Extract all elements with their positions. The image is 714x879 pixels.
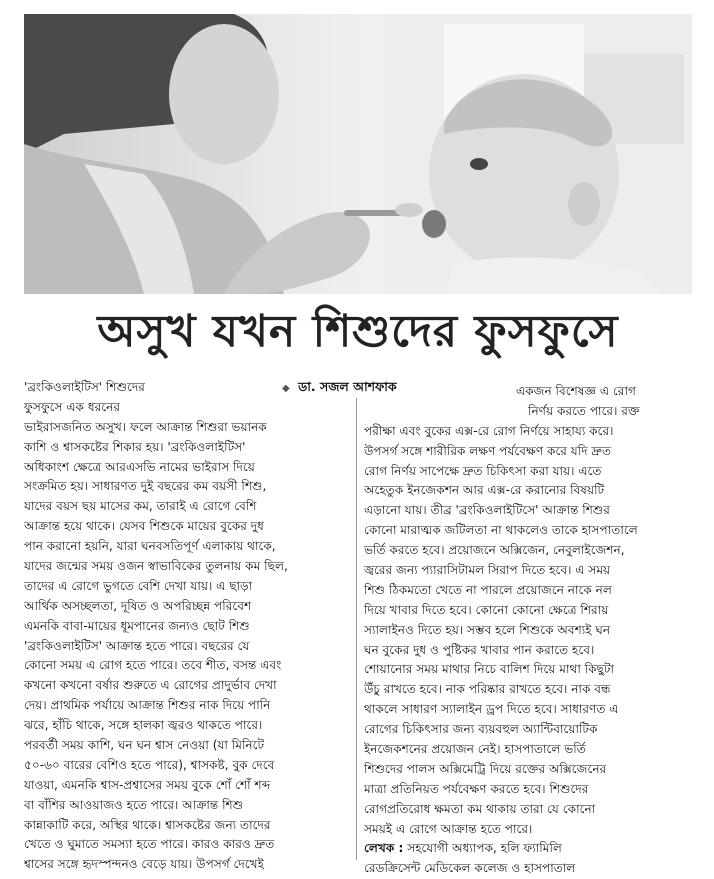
left-line: অধিকাংশ ক্ষেত্রে আরএসভি নামের ভাইরাস দিয়ে [24, 459, 255, 474]
article-headline: অসুখ যখন শিশুদের ফুসফুসে [97, 305, 619, 357]
left-line: বা বাঁশির আওয়াজও হতে পারে। আক্রান্ত শিশু [24, 797, 244, 812]
right-line: উঁচু রাখতে হবে। নাক পরিষ্কার রাখতে হবে। নাক বন্ধ [364, 682, 611, 697]
article-column-left [24, 378, 350, 875]
right-line: উপসর্গ সঙ্গে শারীরিক লক্ষণ পর্যবেক্ষণ করে যদি দ্রুত [364, 443, 612, 458]
left-line: কাশি ও শ্বাসকষ্টের শিকার হয়। 'ব্রংকিওলাইটিস' [24, 439, 246, 454]
left-line: কান্নাকাটি করে, অস্থির থাকে। শ্বাসকষ্টের জন্য তাদের [24, 817, 271, 832]
right-line: অহেতুক ইনজেকশন আর এক্স-রে করানোর বিষয়টি [364, 483, 605, 498]
byline-marker-icon: ◆ [282, 383, 290, 394]
right-line: মাত্রা প্রতিনিয়ত পর্যবেক্ষণ করতে হবে। শিশুদের [364, 781, 589, 796]
right-line: একজন বিশেষজ্ঞ এ রোগ [516, 384, 636, 398]
left-line: শ্বাসের সঙ্গে হৃদস্পন্দনও বেড়ে যায়। উপসর্গ দেখেই [24, 857, 264, 872]
left-line: কোনো সময় এ রোগ হতে পারে। তবে শীত, বসন্ত এবং [24, 658, 282, 673]
right-line: ভর্তি করতে হবে। প্রয়োজনে অক্সিজেন, নেবুলাইজেশন, [364, 543, 625, 558]
author-note-line [364, 839, 694, 859]
left-line: 'ব্রংকিওলাইটিস' শিশুদের [24, 380, 145, 394]
left-line: আর্থিক অসচ্ছলতা, দূষিত ও অপরিচ্ছন্ন পরিবেশ [24, 598, 252, 613]
right-line: শিশু ঠিকমতো খেতে না পারলে প্রয়োজনে নাকে নল [364, 582, 612, 597]
photo-illustration [24, 14, 692, 294]
right-line: শোয়ানোর সময় মাথার নিচে বালিশ দিয়ে মাথা কিছুটা [364, 662, 615, 677]
right-line: শিশুদের পালস অক্সিমেট্রি দিয়ে রক্তের অক্সিজেনের [364, 761, 607, 776]
right-line: রোগের চিকিৎসার জন্য ব্যয়বহুল অ্যান্টিবায়োটিক [364, 722, 598, 737]
article-column-right [364, 382, 694, 879]
right-line: কোনো মারাত্মক জটিলতা না থাকলেও তাকে হাসপাতালে [364, 523, 638, 538]
left-line: সংক্রমিত হয়। সাধারণত দুই বছরের কম বয়সী শিশু, [24, 479, 267, 494]
left-line: যাওয়া, এমনকি শ্বাস-প্রশ্বাসের সময় বুকে শোঁ শোঁ শব্দ [24, 777, 271, 792]
right-line: ইনজেকশনের প্রয়োজন নেই। হাসপাতালে ভর্তি [364, 742, 586, 757]
left-line: যাদের জন্মের সময় ওজন স্বাভাবিকের তুলনায় কম ছিল, [24, 559, 288, 574]
right-line: রোগপ্রতিরোধ ক্ষমতা কম থাকায় তারা যে কোনো [364, 801, 596, 816]
left-line: ৫০-৬০ বারের বেশিও হতে পারে), শ্বাসকষ্ট, বুক দেবে [24, 757, 275, 772]
left-line: এমনকি বাবা-মায়ের ধূমপানের জন্যও ছোট শিশু [24, 618, 250, 633]
right-line: পরীক্ষা এবং বুকের এক্স-রে রোগ নির্ণয়ে সাহায্য করে। [364, 423, 614, 438]
author-note-title: সহযোগী অধ্যাপক, হলি ফ্যামিলি [403, 841, 562, 856]
right-line: দিয়ে খাবার দিতে হবে। কোনো কোনো ক্ষেত্রে শিরায় [364, 602, 609, 617]
author-note-label: লেখক : [364, 841, 404, 856]
left-line: ঝরে, হাঁচি থাকে, সঙ্গে হালকা জ্বরও থাকতে পারে। [24, 718, 263, 733]
right-line: থাকলে সাধারণ স্যালাইন ড্রপ দিতে হবে। সাধারণত এ [364, 702, 619, 717]
right-line: ঘন বুকের দুধ ও পুষ্টিকর খাবার পান করাতে হবে। [364, 642, 595, 657]
left-line: যাদের বয়স ছয় মাসের কম, তারাই এ রোগে বেশি [24, 499, 257, 514]
left-line: 'ব্রংকিওলাইটিস' আক্রান্ত হতে পারে। বছরের যে [24, 638, 250, 653]
author-note-institution: রেডক্রিসেন্ট মেডিকেল কলেজ ও হাসপাতাল [364, 861, 576, 876]
left-line: পান করানো হয়নি, যারা ঘনবসতিপূর্ণ এলাকায় থাকে, [24, 539, 276, 554]
left-line: পরবর্তী সময় কাশি, ঘন ঘন শ্বাস নেওয়া (যা মিনিটে [24, 738, 265, 753]
left-line: ফুসফুসে এক ধরনের [24, 399, 121, 414]
right-line: জ্বরের জন্য প্যারাসিটামল সিরাপ দিতে হবে। এ সময় [364, 563, 611, 578]
right-line: রোগ নির্ণয় সাপেক্ষে দ্রুত চিকিৎসা করা যায়। এতে [364, 463, 602, 478]
right-line: এড়ানো যায়। তীব্র 'ব্রংকিওলাইটিসে' আক্রান্ত শিশুর [364, 503, 610, 518]
byline-author: ডা. সজল আশফাক [298, 379, 397, 394]
right-line: নির্ণয় করতে পারে। রক্ত [528, 403, 640, 418]
right-line: স্যালাইনও দিতে হয়। সম্ভব হলে শিশুকে অবশ্যই ঘন [364, 622, 611, 637]
left-line: কখনো কখনো বর্ষার শুরুতে এ রোগের প্রাদুর্ভাব দেখা [24, 678, 277, 693]
left-line: আক্রান্ত হয়ে থাকে। যেসব শিশুকে মায়ের বুকের দুধ [24, 519, 264, 534]
left-line: দেয়। প্রাথমিক পর্যায়ে আক্রান্ত শিশুর নাক দিয়ে পানি [24, 698, 271, 713]
left-line: ভাইরাসজনিত অসুখ। ফলে আক্রান্ত শিশুরা ভয়ানক [24, 419, 267, 434]
article-photo-mother-feeding-baby [24, 14, 692, 294]
column-divider [356, 398, 357, 860]
left-line: খেতে ও ঘুমাতে সমস্যা হতে পারে। কারও কারও দ্রুত [24, 837, 275, 852]
left-line: তাদের এ রোগে ভুগতে বেশি দেখা যায়। এ ছাড়া [24, 578, 253, 593]
right-line: সময়ই এ রোগে আক্রান্ত হতে পারে। [364, 821, 533, 836]
